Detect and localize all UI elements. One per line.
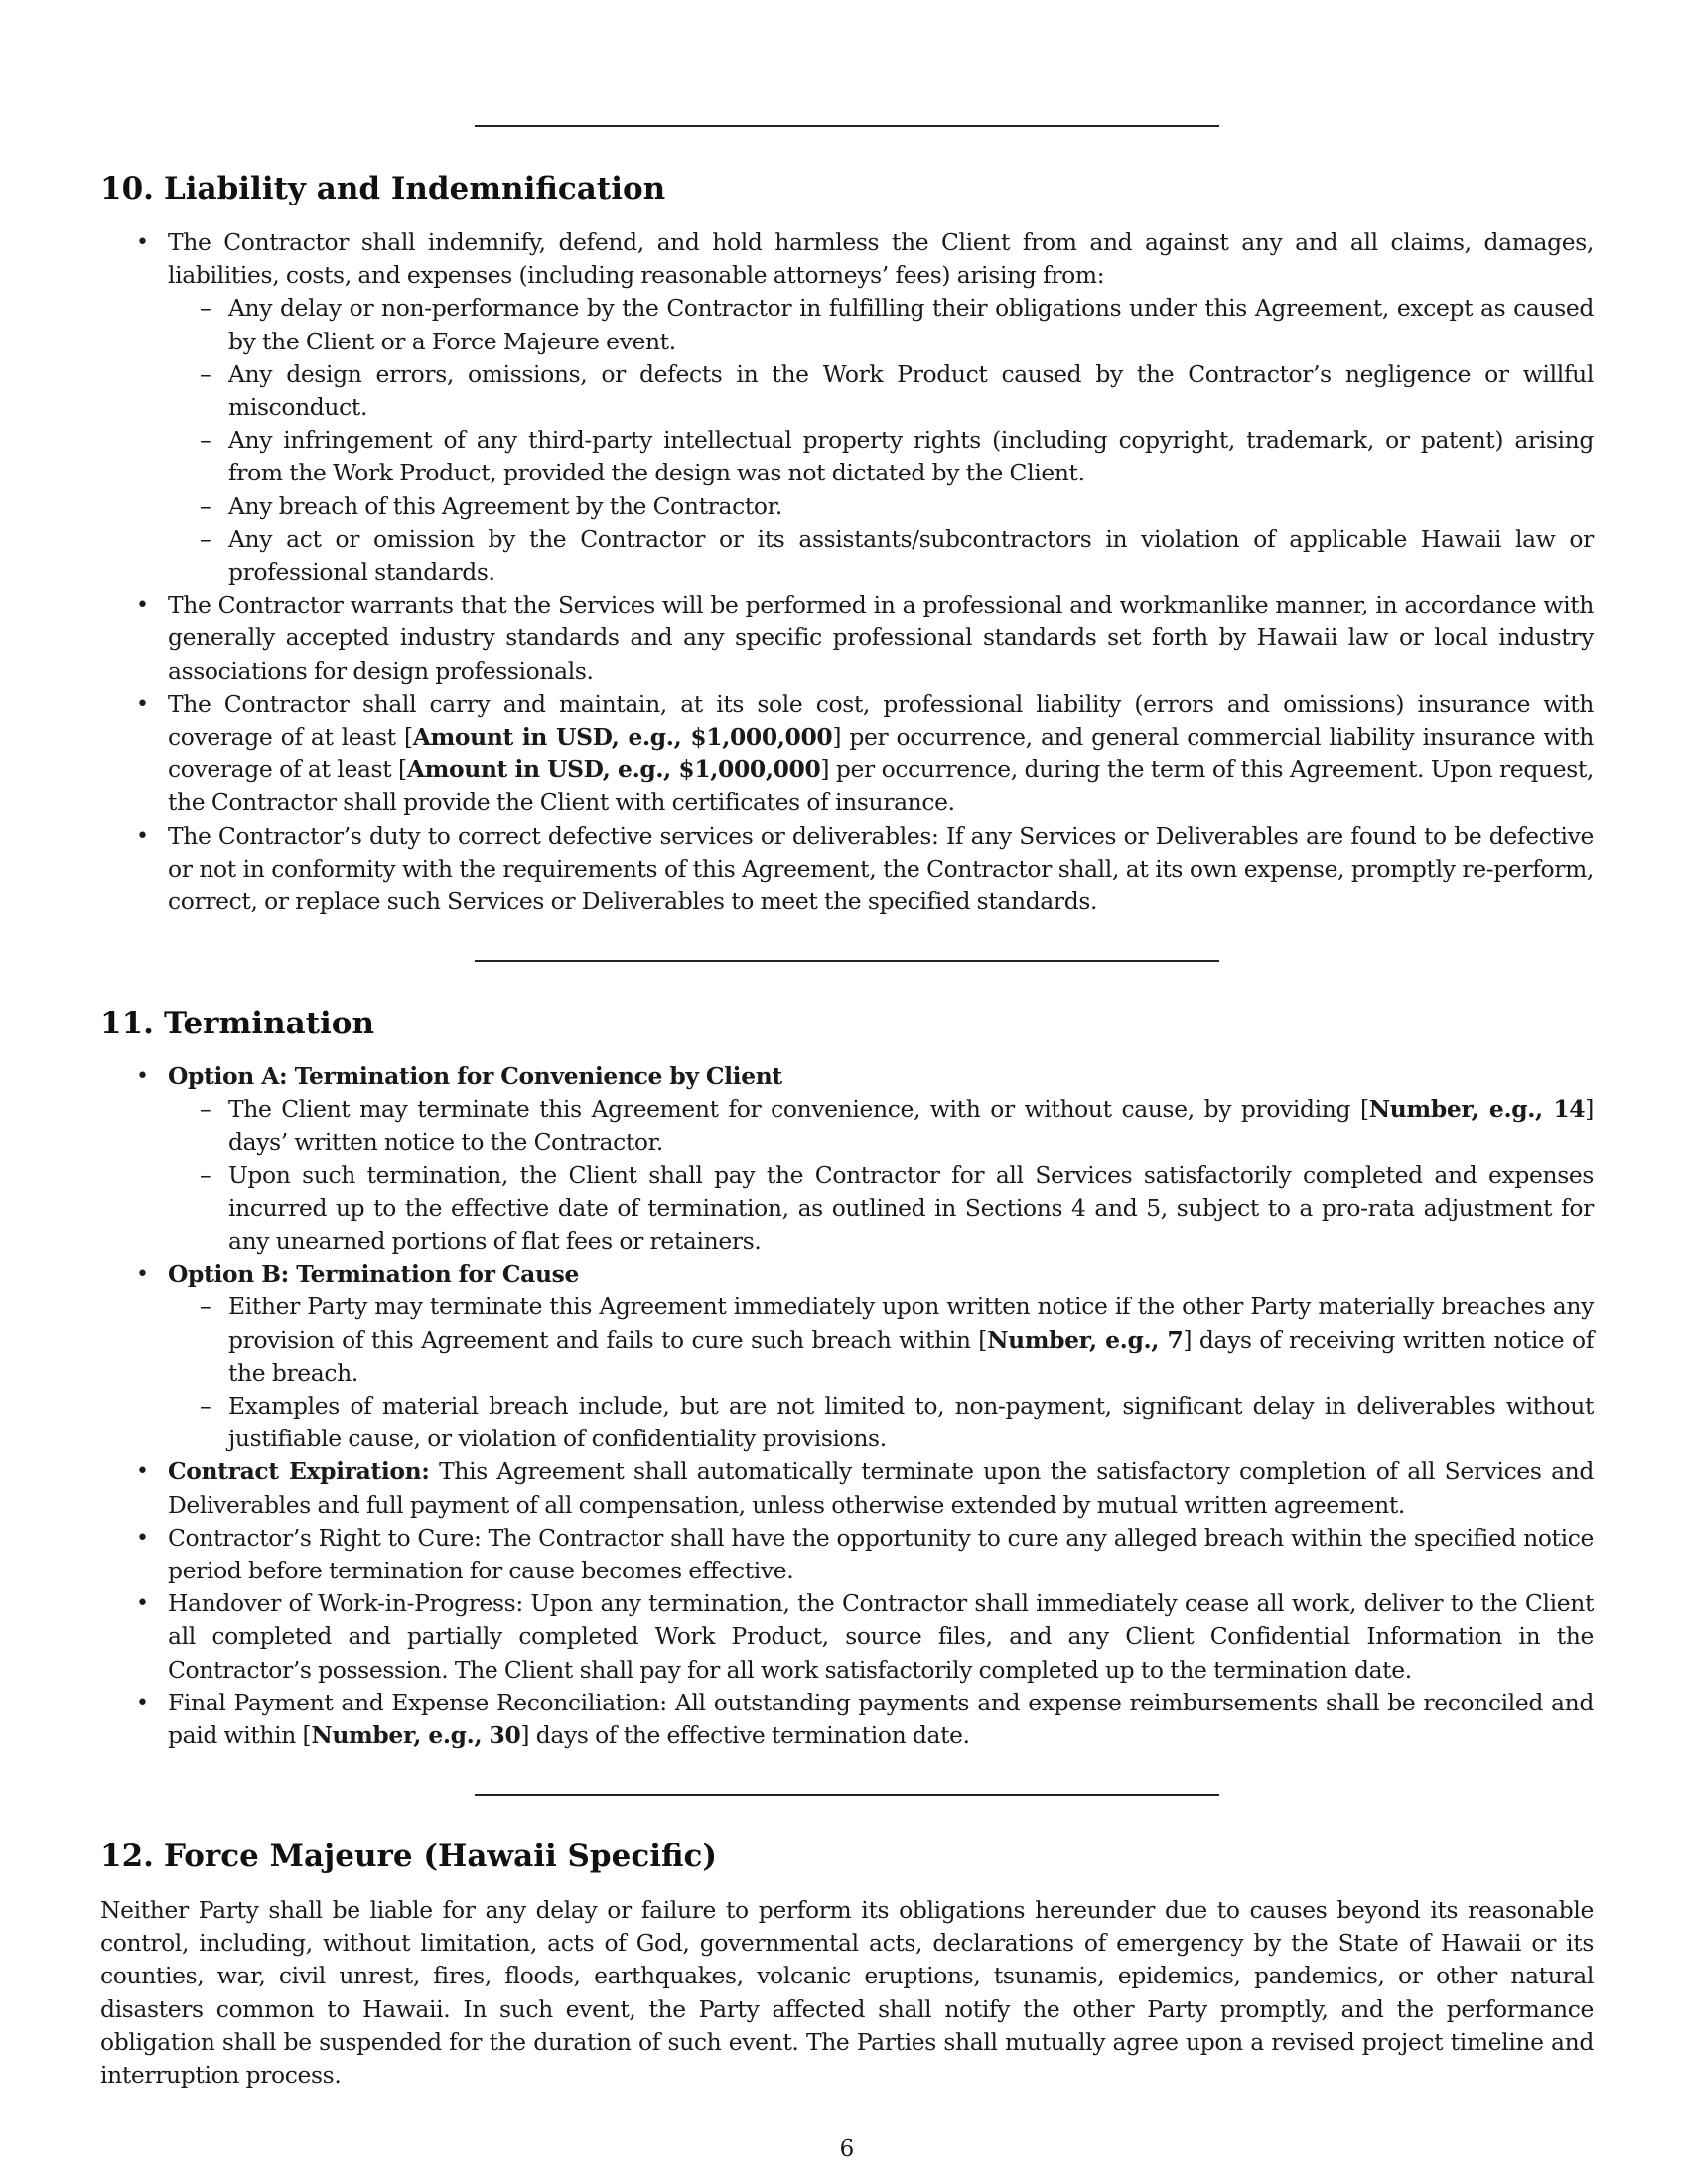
section-title: Liability and Indemnification	[163, 171, 666, 206]
list-item	[100, 226, 1594, 589]
section-number: 12.	[100, 1839, 154, 1874]
placeholder-amount: Amount in USD, e.g., $1,000,000	[406, 755, 821, 784]
force-majeure-paragraph: Neither Party shall be liable for any delay or failure to perform its obligations hereunder due to causes beyond its reasonable control, including, without limitation, acts of God, governmental acts, declarations of emergency by the State of Hawaii or its counties, war, civil unrest, fires, floods, earthquakes, volcanic eruptions, tsunamis, epidemics, pandemics, or other natural disasters common to Hawaii. In such event, the Party affected shall notify the other Party promptly, and the performance obligation shall be suspended for the duration of such event. The Parties shall mutually agree upon a revised project timeline and interruption process.	[100, 1896, 1594, 2090]
section-number: 11.	[100, 1006, 154, 1041]
list-item-text: Contractor’s Right to Cure: The Contractor shall have the opportunity to cure any alleged breach within the specified notice period before termination for cause becomes effective.	[168, 1523, 1594, 1585]
list-item-text: The Contractor shall indemnify, defend, and hold harmless the Client from and against any and all claims, damages, liabilities, costs, and expenses (including reasonable attorneys’ fees) arising from:	[168, 228, 1594, 290]
page-number: 6	[839, 2136, 855, 2162]
section-12-heading	[100, 1838, 717, 1875]
sub-list-item: – The Client may terminate this Agreement for convenience, with or without cause, by providing [Number, e.g., 14] days’ written notice to the Contractor.	[168, 1093, 1594, 1159]
placeholder-number: Number, e.g., 7	[987, 1325, 1184, 1354]
section-11-list	[100, 1060, 1594, 1752]
sub-list-item: – Any breach of this Agreement by the Contractor.	[168, 490, 1594, 523]
option-b-label: Option B: Termination for Cause	[168, 1260, 579, 1289]
section-divider	[475, 1794, 1219, 1796]
section-divider	[475, 125, 1219, 127]
placeholder-number: Number, e.g., 14	[1368, 1095, 1586, 1124]
list-item-text: Handover of Work-in-Progress: Upon any termination, the Contractor shall immediately cease all work, deliver to the Client all completed and partially completed Work Product, source files, and any Client Confidential Information in the Contractor’s possession. The Client shall pay for all work satisfactorily completed up to the termination date.	[168, 1589, 1594, 1684]
sub-list-item: – Either Party may terminate this Agreement immediately upon written notice if the other Party materially breaches any provision of this Agreement and fails to cure such breach within [Number, e.g., 7] days of receiving written notice of the breach.	[168, 1291, 1594, 1390]
section-number: 10.	[100, 171, 154, 206]
list-item	[100, 1522, 1594, 1587]
list-item-text: The Contractor’s duty to correct defective services or deliverables: If any Services or Deliverables are found to be defective or not in conformity with the requirements of this Agreement, the Contractor shall, at its own expense, promptly re-perform, correct, or replace such Services or Deliverables to meet the specified standards.	[168, 821, 1594, 916]
list-item	[100, 1258, 1594, 1455]
sub-list	[168, 1093, 1594, 1258]
sub-list-item: – Any act or omission by the Contractor or its assistants/subcontractors in violation of applicable Hawaii law or professional standards.	[168, 523, 1594, 589]
sub-list-item: – Any infringement of any third-party intellectual property rights (including copyright, trademark, or patent) arising from the Work Product, provided the design was not dictated by the Client.	[168, 424, 1594, 489]
sub-list	[168, 292, 1594, 589]
section-11-heading	[100, 1005, 374, 1042]
document-page	[100, 0, 1594, 2184]
placeholder-number: Number, e.g., 30	[311, 1721, 521, 1750]
sub-list-item: – Examples of material breach include, but are not limited to, non-payment, significant delay in deliverables without justifiable cause, or violation of confidentiality provisions.	[168, 1390, 1594, 1455]
sub-list-item: – Upon such termination, the Client shall pay the Contractor for all Services satisfactorily completed and expenses incurred up to the effective date of termination, as outlined in Sections 4 and 5, subject to a pro-rata adjustment for any unearned portions of flat fees or retainers.	[168, 1160, 1594, 1259]
expiration-label: Contract Expiration:	[168, 1457, 430, 1486]
placeholder-amount: Amount in USD, e.g., $1,000,000	[412, 723, 833, 751]
list-item	[100, 820, 1594, 919]
list-item-text: The Contractor warrants that the Services will be performed in a professional and workmanlike manner, in accordance with generally accepted industry standards and any specific professional standards set forth by Hawaii law or local industry associations for design professionals.	[168, 591, 1594, 685]
section-title: Termination	[163, 1006, 375, 1041]
section-divider	[475, 960, 1219, 962]
list-item	[100, 589, 1594, 688]
option-a-label: Option A: Termination for Convenience by Client	[168, 1062, 782, 1090]
section-10-list	[100, 226, 1594, 918]
sub-list-item: – Any delay or non-performance by the Contractor in fulfilling their obligations under this Agreement, except as caused by the Client or a Force Majeure event.	[168, 292, 1594, 357]
list-item	[100, 1060, 1594, 1258]
sub-list	[168, 1291, 1594, 1455]
section-title: Force Majeure (Hawaii Specific)	[163, 1839, 718, 1874]
sub-list-item: – Any design errors, omissions, or defects in the Work Product caused by the Contractor’s negligence or willful misconduct.	[168, 358, 1594, 424]
list-item	[100, 1587, 1594, 1687]
list-item: • Contract Expiration: This Agreement shall automatically terminate upon the satisfactory completion of all Services and Deliverables and full payment of all compensation, unless otherwise extended by mutual written agreement.	[100, 1455, 1594, 1521]
list-item: • The Contractor shall carry and maintain, at its sole cost, professional liability (errors and omissions) insurance with coverage of at least [Amount in USD, e.g., $1,000,000] per occurrence, and general commercial liability insurance with coverage of at least [Amount in USD, e.g., $1,000,000] per occurrence, during the term of this Agreement. Upon request, the Contractor shall provide the Client with certificates of insurance.	[100, 688, 1594, 820]
section-10-heading	[100, 170, 665, 207]
list-item: • Final Payment and Expense Reconciliation: All outstanding payments and expense reimbursements shall be reconciled and paid within [Number, e.g., 30] days of the effective termination date.	[100, 1687, 1594, 1752]
